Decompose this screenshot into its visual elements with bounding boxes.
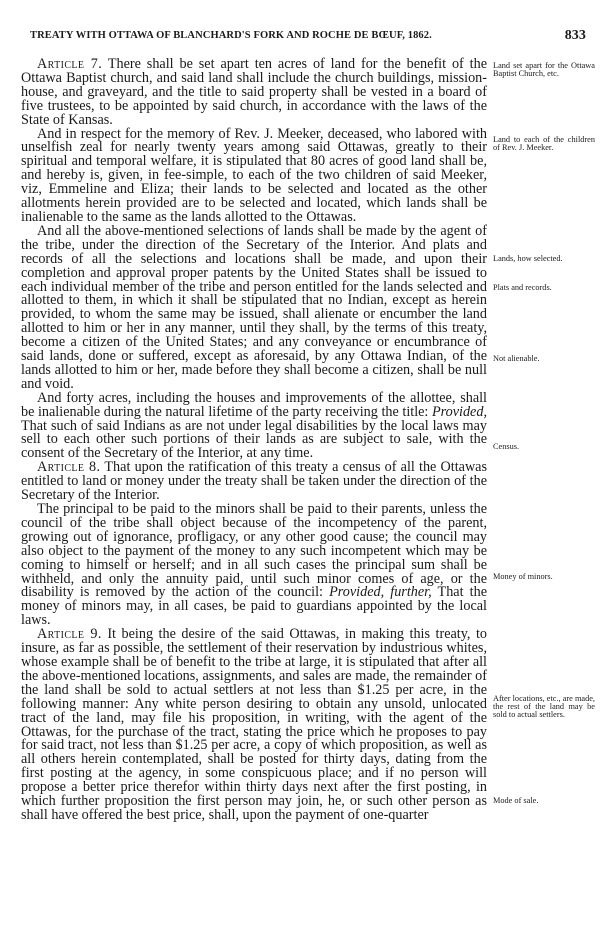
paragraph-article-8 [21, 461, 487, 503]
paragraph-selections [21, 222, 487, 392]
running-header-title: TREATY WITH OTTAWA OF BLANCHARD'S FORK AND ROCHE DE BŒUF, 1862. [30, 30, 432, 41]
margin-note-sale-to-settlers: After locations, etc., are made, the rest of the land may be sold to actual settlers. [493, 694, 595, 720]
margin-note-money-minors: Money of minors. [493, 572, 553, 581]
paragraph-minors [21, 503, 487, 628]
article-label: Article 9. [37, 626, 102, 643]
proviso-italic: Provided, further, [329, 584, 432, 601]
paragraph-text: That upon the ratification of this treaty a census of all the Ottawas entitled to land or money under the treaty shall be taken under the direction of the Secretary of the Interior. [21, 459, 488, 504]
margin-note-lands-selected: Lands, how selected. [493, 254, 563, 263]
paragraph-article-7 [21, 58, 487, 128]
margin-note-not-alienable: Not alienable. [493, 354, 540, 363]
paragraph-text: The principal to be paid to the minors shall be paid to their parents, unless the council of the tribe shall object because of the incompetency of the parent, growing out of ignorance, profligacy, or any other good cause; the council may also object to the payment of the money to any such incompetent which may be coming to himself or herself; and in all such cases the principal sum shall be withheld, and only the annuity paid, until such minor comes of age, or the disability is removed by the action of the council: [21, 501, 487, 601]
paragraph-text-after: That such of said Indians as are not under legal disabilities by the local laws may sell to each other such portions of their lands as are subject to sale, with the consent of the Secretary of the Interior, at any time. [21, 417, 487, 462]
margin-note-church-land: Land set apart for the Ottawa Baptist Church, etc. [493, 61, 595, 79]
paragraph-meeker-children [21, 125, 487, 225]
article-label: Article 8. [37, 459, 101, 476]
margin-note-meeker-children: Land to each of the children of Rev. J. Meeker. [493, 135, 595, 153]
paragraph-text: It being the desire of the said Ottawas, in making this treaty, to insure, as far as possible, the settlement of their reservation by industrious whites, whose example shall be of benefit to the tribe at large, it is stipulated that after all the above-mentioned locations, assignments, and sales are made, the remainder of the land shall be sold to actual settlers at not less than $1.25 per acre, in the following manner: Any white person desiring to obtain any unsold, unlocated tract of the land, may file his proposition, in writing, with the agent of the Ottawas, for the purchase of the tract, stating the price which he proposes to pay for said tract, not less than $1.25 per acre, a copy of which proposition, as well as all others herein contemplated, shall be posted for thirty days, dating from the first posting at the agency, in some conspicuous place; and if no person will propose a better price therefor within thirty days next after the first posting, in which further proposition the first person may join, he, or such other person as shall have offered the best price, shall, upon the payment of one-quarter [21, 626, 488, 823]
page-number: 833 [564, 28, 586, 43]
paragraph-article-9 [21, 628, 487, 823]
treaty-body-text [21, 58, 487, 823]
paragraph-text: There shall be set apart ten acres of land for the benefit of the Ottawa Baptist church, and said land shall include the church buildings, mission-house, and graveyard, and the title to said property shall be vested in a board of five trustees, to be appointed by said church, in accordance with the laws of the State of Kansas. [21, 56, 487, 128]
paragraph-text: And all the above-mentioned selections of lands shall be made by the agent of the tribe, under the direction of the Secretary of the Interior. And plats and records of all the selections and locations shall be made, and upon their completion and approval proper patents by the United States shall be issued to each individual member of the tribe and person entitled for the lands selected and allotted to them, in which it shall be stipulated that no Indian, except as herein provided, to whom the same may be issued, shall alienate or encumber the land allotted to him or her in any manner, until they shall, by the terms of this treaty, become a citizen of the United States; and any conveyance or encumbrance of said lands, done or suffered, except as aforesaid, by any Ottawa Indian, of the lands allotted to him or her, made before they shall become a citizen, shall be null and void. [21, 222, 487, 392]
margin-note-census: Census. [493, 442, 520, 451]
paragraph-text: And forty acres, including the houses and improvements of the allottee, shall be inalienable during the natural lifetime of the party receiving the title: [21, 389, 487, 420]
proviso-italic: Provided, [431, 403, 487, 420]
margin-note-plats-records: Plats and records. [493, 283, 552, 292]
paragraph-text-after: That the money of minors may, in all cases, be paid to guardians appointed by the local laws. [21, 584, 487, 629]
margin-note-mode-of-sale: Mode of sale. [493, 796, 539, 805]
paragraph-text: And in respect for the memory of Rev. J. Meeker, deceased, who labored with unselfish zeal for nearly twenty years among said Ottawas, greatly to their spiritual and temporal welfare, it is stipulated that 80 acres of good land shall be, and hereby is, given, in fee-simple, to each of the two children of said Meeker, viz, Emmeline and Eliza; their lands to be selected and located as the other allotments herein provided are to be selected and located, which lands shall be inalienable to the same as the lands allotted to the Ottawas. [21, 125, 487, 225]
article-label: Article 7. [37, 56, 103, 72]
paragraph-forty-acres [21, 389, 487, 462]
